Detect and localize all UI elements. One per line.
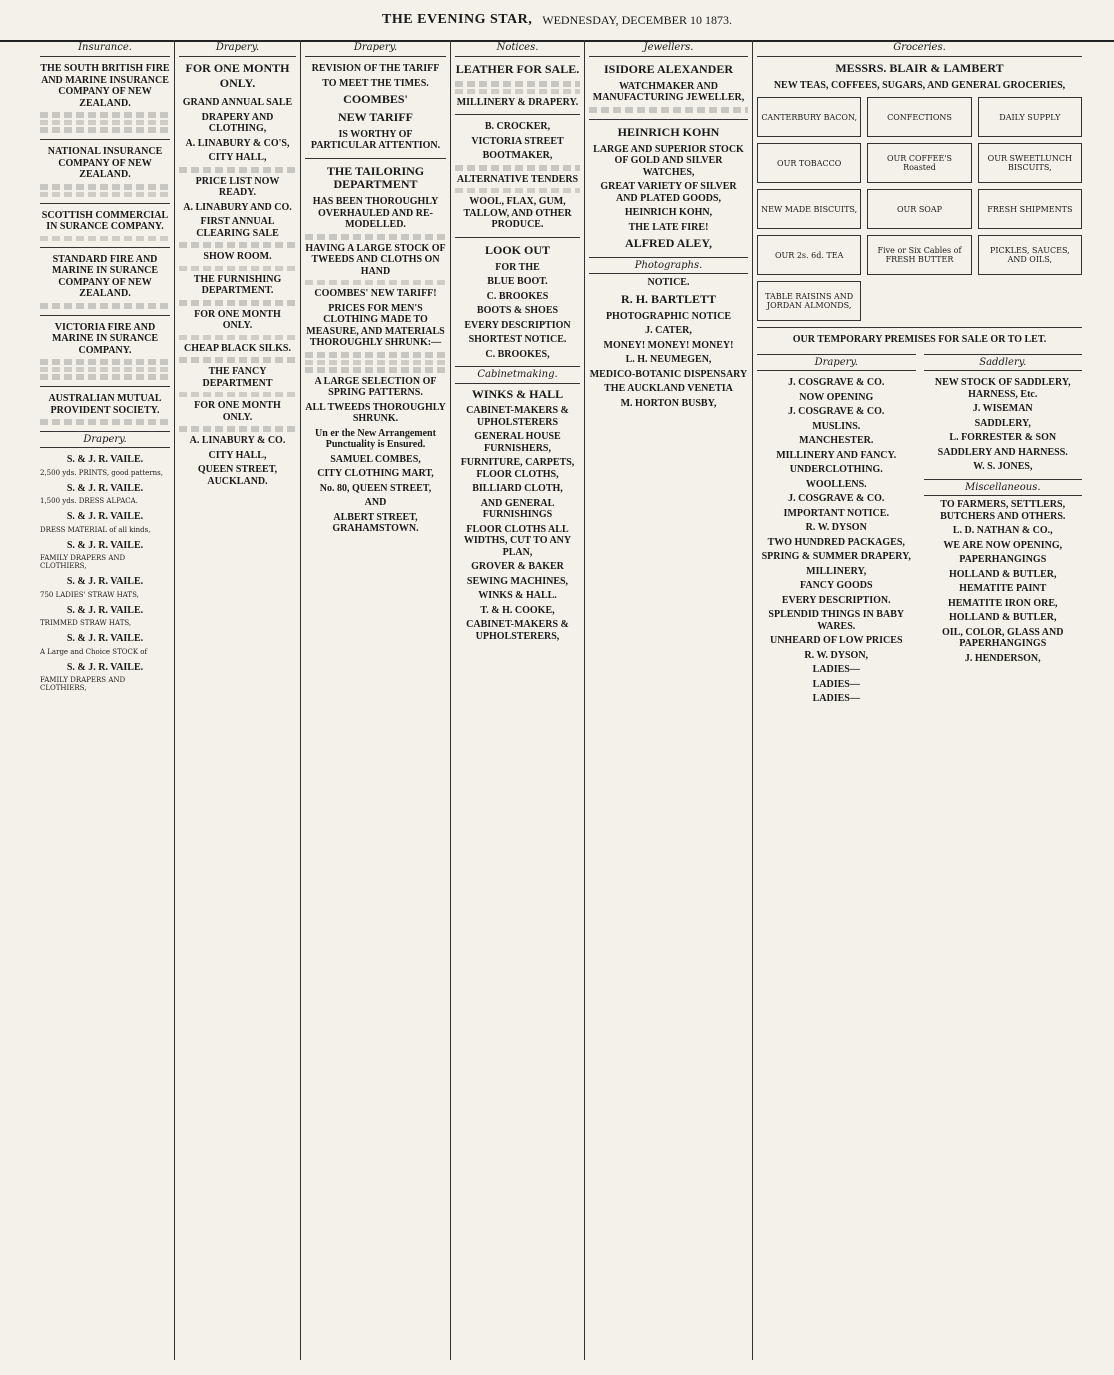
line: EVERY DESCRIPTION.	[781, 594, 891, 606]
vaile-name: S. & J. R. VAILE.	[66, 454, 144, 465]
section-heading: Cabinetmaking.	[455, 366, 580, 384]
line: WOOL, FLAX, GUM, TALLOW, AND OTHER PRODUCE.	[463, 196, 572, 231]
column-groceries	[752, 40, 1086, 1360]
vaile-name: S. & J. R. VAILE.	[66, 539, 144, 551]
line: MILLINERY,	[806, 565, 867, 577]
vaile-ad	[40, 576, 170, 599]
column-heading: Jewellers.	[589, 40, 748, 57]
line: HEINRICH KOHN	[617, 124, 720, 139]
line: CITY HALL,	[208, 152, 267, 163]
insurance-ad-3	[40, 210, 170, 241]
illegible-text	[40, 359, 170, 365]
line: PRICE LIST NOW READY.	[195, 175, 280, 198]
vaile-name: S. & J. R. VAILE.	[66, 604, 144, 616]
illegible-text	[40, 127, 170, 133]
illegible-text	[305, 234, 446, 240]
line: HAVING A LARGE STOCK OF TWEEDS AND CLOTHS ON HAND	[305, 242, 446, 277]
line: MILLINERY & DRAPERY.	[456, 96, 579, 108]
column-notices	[450, 40, 584, 1360]
line: SPLENDID THINGS IN BABY WARES.	[768, 609, 905, 632]
line: FANCY GOODS	[800, 580, 873, 591]
grocery-box: CANTERBURY BACON,	[757, 97, 861, 137]
line: VICTORIA STREET	[471, 135, 564, 147]
illegible-text	[40, 236, 170, 241]
vaile-line: 2,500 yds. PRINTS, good patterns,	[40, 468, 163, 477]
line: C. BROOKES	[486, 290, 549, 302]
insurance-ad-2	[40, 146, 170, 197]
illegible-text	[40, 120, 170, 125]
line: LADIES—	[812, 664, 860, 675]
column-drapery-2	[300, 40, 450, 1360]
vaile-ad	[40, 633, 170, 656]
line: ALFRED ALEY,	[625, 236, 712, 251]
rule	[757, 327, 1082, 328]
line: FOR THE	[495, 261, 540, 273]
line: ALTERNATIVE TENDERS	[456, 173, 579, 185]
line: L. FORRESTER & SON	[949, 432, 1057, 443]
line: R. W. DYSON	[805, 522, 867, 533]
subcolumn-heading: Saddlery.	[924, 354, 1083, 371]
line: IMPORTANT NOTICE.	[783, 507, 889, 519]
line: WE ARE NOW OPENING,	[943, 539, 1063, 551]
line: LARGE AND SUPERIOR STOCK OF GOLD AND SILVER WATCHES,	[593, 143, 744, 178]
coombes-ad	[305, 63, 446, 535]
illegible-text	[40, 374, 170, 380]
rule	[40, 315, 170, 316]
line: BILLIARD CLOTH,	[472, 483, 563, 495]
line: J. WISEMAN	[972, 403, 1033, 414]
line: SHORTEST NOTICE.	[468, 334, 567, 346]
line: R. H. BARTLETT	[621, 291, 716, 306]
rule	[455, 114, 580, 115]
drapery-subcolumn	[757, 348, 916, 711]
insurance-ad-6	[40, 393, 170, 425]
line: FURNITURE, CARPETS, FLOOR CLOTHS,	[460, 457, 575, 480]
line: M. HORTON BUSBY,	[620, 397, 717, 409]
illegible-text	[40, 112, 170, 118]
ad-heading: SCOTTISH COMMERCIAL IN SURANCE COMPANY.	[41, 209, 169, 232]
line: CABINET-MAKERS & UPHOLSTERERS	[466, 405, 569, 428]
vaile-line: FAMILY DRAPERS AND CLOTHIERS,	[40, 676, 126, 693]
grocery-box: CONFECTIONS	[867, 97, 971, 137]
line: T. & H. COOKE,	[480, 604, 555, 616]
illegible-text	[40, 303, 170, 309]
vaile-line: A Large and Choice STOCK of	[40, 647, 148, 656]
line: GREAT VARIETY OF SILVER AND PLATED GOODS,	[600, 181, 737, 204]
line: PRICES FOR MEN'S CLOTHING MADE TO MEASURE, AND MATERIALS THOROUGHLY SHRUNK:—	[306, 302, 445, 349]
line: THE AUCKLAND VENETIA	[604, 383, 733, 395]
line: SAMUEL COMBES,	[330, 453, 421, 465]
line: HOLLAND & BUTLER,	[948, 612, 1057, 623]
illegible-text	[305, 352, 446, 358]
line: GENERAL HOUSE FURNISHERS,	[474, 431, 561, 454]
illegible-text	[455, 89, 580, 94]
ad-heading: THE SOUTH BRITISH FIRE AND MARINE INSURANCE COMPANY OF NEW ZEALAND.	[40, 63, 170, 109]
notices-content	[455, 63, 580, 642]
line: C. BROOKES,	[485, 348, 550, 360]
rule	[40, 247, 170, 248]
line: PHOTOGRAPHIC NOTICE	[605, 310, 732, 322]
line: A. LINABURY AND CO.	[183, 201, 292, 213]
line: NOW OPENING	[799, 391, 874, 403]
line: QUEEN STREET, AUCKLAND.	[197, 464, 278, 487]
column-heading: Drapery.	[305, 40, 446, 57]
line: UNHEARD OF LOW PRICES	[769, 635, 903, 646]
line: THE FANCY DEPARTMENT	[202, 366, 273, 389]
line: MONEY! MONEY! MONEY!	[603, 339, 734, 351]
rule	[40, 203, 170, 204]
vaile-line: 750 LADIES' STRAW HATS,	[40, 590, 139, 599]
grocery-boxes	[757, 97, 1082, 321]
grocery-box: OUR SWEETLUNCH BISCUITS,	[978, 143, 1082, 183]
vaile-name: S. & J. R. VAILE.	[66, 661, 144, 673]
line: SPRING & SUMMER DRAPERY,	[761, 551, 911, 562]
ad-heading: AUSTRALIAN MUTUAL PROVIDENT SOCIETY.	[48, 393, 162, 416]
line: THE TAILORING DEPARTMENT	[326, 163, 425, 192]
lower-two-columns	[757, 348, 1082, 711]
section-heading: Drapery.	[40, 431, 170, 448]
grocery-box: OUR 2s. 6d. TEA	[757, 235, 861, 275]
line: EVERY DESCRIPTION	[464, 319, 571, 331]
vaile-ad	[40, 662, 170, 693]
rule	[589, 119, 748, 120]
line: HAS BEEN THOROUGHLY OVERHAULED AND RE-MODELLED.	[312, 196, 439, 231]
subcolumn-heading: Drapery.	[757, 354, 916, 371]
line: L. D. NATHAN & CO.,	[952, 525, 1053, 536]
line: BOOTMAKER,	[482, 150, 553, 162]
line: WATCHMAKER AND MANUFACTURING JEWELLER,	[592, 80, 745, 104]
subcolumn-content	[757, 377, 916, 705]
line: THE FURNISHING DEPARTMENT.	[193, 273, 282, 296]
illegible-text	[40, 192, 170, 197]
line: J. COSGRAVE & CO.	[788, 377, 885, 388]
illegible-text	[455, 81, 580, 87]
subcolumn-content	[924, 377, 1083, 664]
grocery-box: NEW MADE BISCUITS,	[757, 189, 861, 229]
vaile-line: FAMILY DRAPERS AND CLOTHIERS,	[40, 554, 126, 571]
grocery-box: FRESH SHIPMENTS	[978, 189, 1082, 229]
line: BOOTS & SHOES	[476, 305, 559, 317]
vaile-line: TRIMMED STRAW HATS,	[40, 619, 132, 628]
vaile-line: DRESS MATERIAL of all kinds,	[40, 525, 151, 534]
line: LOOK OUT	[484, 242, 550, 257]
line: ISIDORE ALEXANDER	[603, 62, 734, 76]
rule	[40, 386, 170, 387]
line: SEWING MACHINES,	[466, 575, 569, 587]
insurance-ad-4	[40, 254, 170, 309]
grocery-box: DAILY SUPPLY	[978, 97, 1082, 137]
illegible-text	[179, 426, 296, 432]
section-heading: Photographs.	[589, 257, 748, 275]
saddlery-subcolumn	[924, 348, 1083, 711]
section-heading: Miscellaneous.	[924, 479, 1083, 497]
line: PAPERHANGINGS	[959, 554, 1047, 565]
masthead-date: WEDNESDAY, DECEMBER 10 1873.	[542, 12, 732, 27]
line: J. HENDERSON,	[964, 652, 1041, 664]
line: No. 80, QUEEN STREET,	[319, 482, 432, 494]
line: CITY CLOTHING MART,	[317, 468, 434, 480]
grocery-box: OUR SOAP	[867, 189, 971, 229]
line: GRAND ANNUAL SALE	[182, 97, 293, 108]
illegible-text	[179, 335, 296, 340]
line: BLUE BOOT.	[487, 276, 548, 288]
line: FLOOR CLOTHS ALL WIDTHS, CUT TO ANY PLAN,	[463, 523, 572, 558]
line: SHOW ROOM.	[203, 251, 272, 262]
vaile-ad	[40, 454, 170, 477]
line: CHEAP BLACK SILKS.	[184, 342, 291, 354]
line: R. W. DYSON,	[804, 649, 869, 661]
vaile-ad	[40, 511, 170, 534]
lead: FOR ONE MONTH ONLY.	[185, 61, 290, 90]
line: J. CATER,	[645, 325, 692, 337]
line: SADDLERY,	[974, 417, 1031, 429]
line: REVISION OF THE TARIFF	[311, 63, 440, 74]
masthead-title: THE EVENING STAR,	[382, 12, 533, 27]
column-heading: Notices.	[455, 40, 580, 57]
grocery-box: TABLE RAISINS AND JORDAN ALMONDS,	[757, 281, 861, 321]
line: WINKS & HALL.	[478, 590, 557, 602]
line: J. COSGRAVE & CO.	[788, 493, 885, 504]
line: ALBERT STREET, GRAHAMSTOWN.	[332, 511, 419, 535]
vaile-line: 1,500 yds. DRESS ALPACA.	[40, 497, 138, 506]
line: HEMATITE PAINT	[959, 583, 1047, 594]
illegible-text	[305, 280, 446, 285]
grocery-box: OUR TOBACCO	[757, 143, 861, 183]
line: WOOLLENS.	[805, 478, 867, 490]
jewellers-content	[589, 63, 748, 409]
illegible-text	[179, 167, 296, 173]
line: IS WORTHY OF PARTICULAR ATTENTION.	[310, 128, 441, 152]
illegible-text	[305, 360, 446, 365]
vaile-ad	[40, 540, 170, 571]
illegible-text	[40, 367, 170, 372]
line: B. CROCKER,	[484, 121, 551, 133]
illegible-text	[179, 242, 296, 248]
line: NEW STOCK OF SADDLERY, HARNESS, Etc.	[934, 377, 1071, 400]
vaile-name: S. & J. R. VAILE.	[66, 576, 144, 588]
masthead	[0, 0, 1114, 42]
line: DRAPERY AND CLOTHING,	[201, 111, 274, 134]
column-jewellers	[584, 40, 752, 1360]
line: TWO HUNDRED PACKAGES,	[767, 536, 905, 548]
line: ALL TWEEDS THOROUGHLY SHRUNK.	[305, 401, 446, 425]
line: CABINET-MAKERS & UPHOLSTERERS,	[466, 619, 569, 642]
illegible-text	[179, 357, 296, 363]
line: MUSLINS.	[812, 420, 861, 432]
line: FIRST ANNUAL CLEARING SALE	[196, 216, 279, 239]
rule	[40, 139, 170, 140]
illegible-text	[179, 300, 296, 306]
line: COOMBES' NEW TARIFF!	[314, 288, 437, 300]
grocery-box: OUR COFFEE'S Roasted	[867, 143, 971, 183]
illegible-text	[179, 266, 296, 271]
line: TO FARMERS, SETTLERS, BUTCHERS AND OTHERS.	[940, 499, 1066, 522]
line: LEATHER FOR SALE.	[455, 62, 580, 76]
vaile-name: S. & J. R. VAILE.	[66, 482, 144, 494]
grocery-box: PICKLES, SAUCES, AND OILS,	[978, 235, 1082, 275]
insurance-ad-1	[40, 63, 170, 133]
line: HEMATITE IRON ORE,	[947, 597, 1058, 609]
line: AND	[364, 497, 387, 509]
line: A LARGE SELECTION OF SPRING PATTERNS.	[314, 375, 437, 399]
line: NOTICE.	[647, 277, 690, 289]
column-drapery-1	[174, 40, 300, 1360]
vaile-name: S. & J. R. VAILE.	[66, 633, 144, 645]
vaile-ad	[40, 605, 170, 628]
illegible-text	[455, 165, 580, 171]
line: THE LATE FIRE!	[628, 221, 709, 233]
line: MILLINERY AND FANCY.	[776, 449, 897, 461]
line: L. H. NEUMEGEN,	[625, 354, 712, 366]
grocer-name: MESSRS. BLAIR & LAMBERT	[835, 61, 1004, 75]
line: J. COSGRAVE & CO.	[788, 406, 885, 417]
line: Un er the New Arrangement Punctuality is Ensured.	[315, 427, 436, 451]
line: AND GENERAL FURNISHINGS	[480, 497, 555, 521]
line: MEDICO-BOTANIC DISPENSARY	[589, 368, 748, 380]
rule	[455, 237, 580, 238]
line: OIL, COLOR, GLASS AND PAPERHANGINGS	[942, 626, 1064, 649]
vaile-ad	[40, 483, 170, 506]
illegible-text	[455, 188, 580, 193]
line: TO MEET THE TIMES.	[322, 77, 429, 89]
grocery-box: Five or Six Cables of FRESH BUTTER	[867, 235, 971, 275]
line: LADIES—	[812, 693, 860, 704]
ad-heading: VICTORIA FIRE AND MARINE IN SURANCE COMPANY.	[51, 321, 159, 356]
column-heading: Insurance.	[40, 40, 170, 57]
line: LADIES—	[812, 678, 860, 690]
illegible-text	[179, 392, 296, 397]
illegible-text	[305, 367, 446, 373]
illegible-text	[40, 419, 170, 425]
line: CITY HALL,	[208, 449, 267, 461]
illegible-text	[40, 184, 170, 190]
line: HEINRICH KOHN,	[624, 207, 713, 219]
line: MANCHESTER.	[799, 435, 874, 446]
temporary-premises-strip: OUR TEMPORARY PREMISES FOR SALE OR TO LET.	[792, 334, 1047, 345]
column-heading: Groceries.	[757, 40, 1082, 57]
column-heading: Drapery.	[179, 40, 296, 57]
line: W. S. JONES,	[973, 461, 1033, 472]
insurance-ad-5	[40, 322, 170, 381]
line: HOLLAND & BUTLER,	[948, 568, 1057, 580]
drapery-ad	[179, 97, 296, 487]
rule	[305, 158, 446, 159]
vaile-name: S. & J. R. VAILE.	[66, 511, 144, 523]
line: FOR ONE MONTH ONLY.	[194, 308, 281, 331]
line: WINKS & HALL	[471, 386, 564, 401]
line: A. LINABURY & CO.	[189, 435, 286, 446]
ad-heading: STANDARD FIRE AND MARINE IN SURANCE COMPANY OF NEW ZEALAND.	[51, 253, 159, 299]
line: UNDERCLOTHING.	[789, 464, 883, 475]
line: A. LINABURY & CO'S,	[185, 137, 290, 149]
line: SADDLERY AND HARNESS.	[937, 446, 1068, 458]
ad-heading: NATIONAL INSURANCE COMPANY OF NEW ZEALAND.	[47, 146, 163, 180]
columns	[36, 40, 1086, 1360]
line: FOR ONE MONTH ONLY.	[194, 400, 281, 423]
line: GROVER & BAKER	[471, 561, 564, 573]
line: NEW TARIFF	[337, 109, 413, 124]
column-insurance	[36, 40, 174, 1360]
illegible-text	[589, 107, 748, 113]
grocer-subtitle: NEW TEAS, COFFEES, SUGARS, AND GENERAL GROCERIES,	[773, 80, 1066, 91]
line: COOMBES'	[343, 92, 408, 106]
